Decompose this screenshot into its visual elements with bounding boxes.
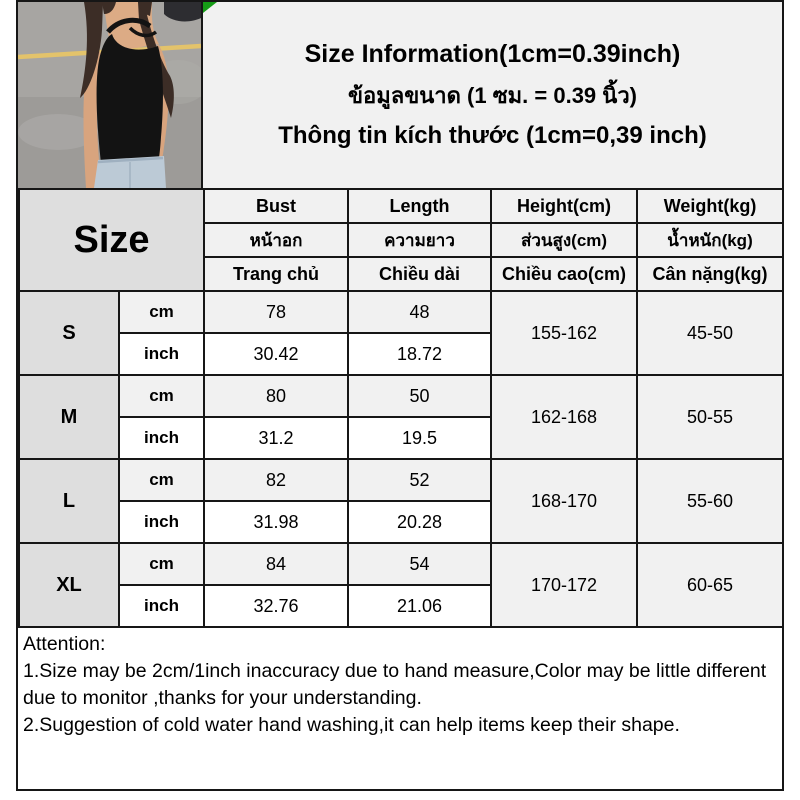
attention-note-2: 2.Suggestion of cold water hand washing,it can help items keep their shape. xyxy=(23,713,680,736)
unit-label-cm: cm xyxy=(119,543,204,585)
l-length-cm: 52 xyxy=(348,459,491,501)
col-header-weight-en: Weight(kg) xyxy=(637,189,783,223)
xl-bust-cm: 84 xyxy=(204,543,348,585)
l-weight: 55-60 xyxy=(637,459,783,543)
s-bust-cm: 78 xyxy=(204,291,348,333)
size-label-xl: XL xyxy=(19,543,119,627)
xl-length-inch: 21.06 xyxy=(348,585,491,627)
s-length-cm: 48 xyxy=(348,291,491,333)
size-label-s: S xyxy=(19,291,119,375)
title-thai: ข้อมูลขนาด (1 ซม. = 0.39 นิ้ว) xyxy=(347,83,637,108)
col-header-length-vi: Chiều dài xyxy=(348,257,491,291)
col-header-height-vi: Chiều cao(cm) xyxy=(491,257,637,291)
title-panel xyxy=(203,2,782,188)
s-weight: 45-50 xyxy=(637,291,783,375)
unit-label-cm: cm xyxy=(119,291,204,333)
col-header-bust-vi: Trang chủ xyxy=(204,257,348,291)
xl-bust-inch: 32.76 xyxy=(204,585,348,627)
unit-label-inch: inch xyxy=(119,333,204,375)
s-height: 155-162 xyxy=(491,291,637,375)
size-table xyxy=(18,188,784,628)
m-length-cm: 50 xyxy=(348,375,491,417)
m-height: 162-168 xyxy=(491,375,637,459)
col-header-weight-vi: Cân nặng(kg) xyxy=(637,257,783,291)
product-photo xyxy=(18,2,203,188)
l-bust-inch: 31.98 xyxy=(204,501,348,543)
title-vietnamese: Thông tin kích thước (1cm=0,39 inch) xyxy=(278,122,707,149)
corner-fold-icon xyxy=(203,2,217,13)
product-photo-illustration xyxy=(18,2,201,188)
l-length-inch: 20.28 xyxy=(348,501,491,543)
xl-length-cm: 54 xyxy=(348,543,491,585)
col-header-bust-th: หน้าอก xyxy=(204,223,348,257)
l-height: 168-170 xyxy=(491,459,637,543)
l-bust-cm: 82 xyxy=(204,459,348,501)
col-header-height-en: Height(cm) xyxy=(491,189,637,223)
m-bust-cm: 80 xyxy=(204,375,348,417)
title-english: Size Information(1cm=0.39inch) xyxy=(304,40,681,68)
col-header-length-en: Length xyxy=(348,189,491,223)
col-header-weight-th: น้ำหนัก(kg) xyxy=(637,223,783,257)
m-bust-inch: 31.2 xyxy=(204,417,348,459)
attention-heading: Attention: xyxy=(23,633,106,655)
attention-note-1: 1.Size may be 2cm/1inch inaccuracy due to hand measure,Color may be little different due to monitor ,thanks for your understanding. xyxy=(23,659,767,709)
top-section xyxy=(18,2,782,188)
unit-label-inch: inch xyxy=(119,501,204,543)
unit-label-cm: cm xyxy=(119,459,204,501)
unit-label-inch: inch xyxy=(119,585,204,627)
size-chart-sheet xyxy=(16,0,784,791)
size-header-cell: Size xyxy=(19,189,204,291)
attention-section xyxy=(18,628,782,789)
size-label-m: M xyxy=(19,375,119,459)
col-header-bust-en: Bust xyxy=(204,189,348,223)
m-weight: 50-55 xyxy=(637,375,783,459)
unit-label-inch: inch xyxy=(119,417,204,459)
col-header-length-th: ความยาว xyxy=(348,223,491,257)
xl-height: 170-172 xyxy=(491,543,637,627)
size-label-l: L xyxy=(19,459,119,543)
s-length-inch: 18.72 xyxy=(348,333,491,375)
m-length-inch: 19.5 xyxy=(348,417,491,459)
s-bust-inch: 30.42 xyxy=(204,333,348,375)
unit-label-cm: cm xyxy=(119,375,204,417)
col-header-height-th: ส่วนสูง(cm) xyxy=(491,223,637,257)
xl-weight: 60-65 xyxy=(637,543,783,627)
